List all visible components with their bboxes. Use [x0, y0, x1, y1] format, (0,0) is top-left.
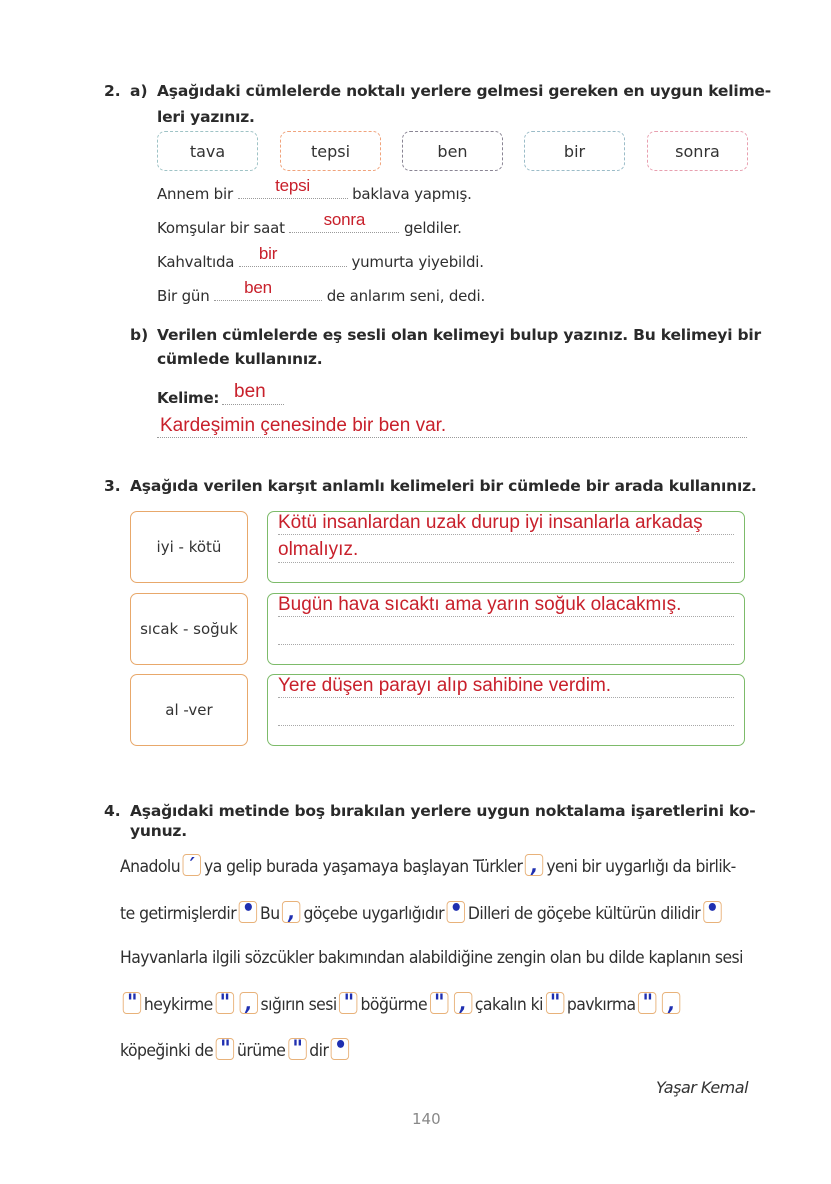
punctuation-box-quote[interactable]: " — [123, 992, 141, 1014]
answer-box-1[interactable] — [267, 511, 745, 583]
sentence-after: geldiler. — [403, 219, 462, 237]
blank-field[interactable] — [239, 244, 347, 267]
passage-text: Hayvanlarla ilgili sözcükler bakımından alabildiğine zengin olan bu dilde kaplanın sesi — [120, 948, 743, 968]
word-text: tepsi — [310, 141, 351, 161]
passage-text: yeni bir uygarlığı da birlik- — [546, 857, 736, 877]
blank-field[interactable] — [238, 176, 348, 199]
passage-text: pavkırma — [566, 995, 636, 1015]
pair-text: sıcak - soğuk — [140, 620, 238, 638]
passage-text: çakalın ki — [474, 995, 543, 1015]
kelime-label: Kelime: — [157, 389, 220, 407]
answer-line1: Bugün hava sıcaktı ama yarın soğuk olacakmış. — [278, 594, 682, 615]
pair-text: iyi - kötü — [156, 538, 222, 556]
passage-text: dir — [309, 1041, 329, 1061]
dotted-line — [278, 562, 734, 563]
dotted-line — [278, 534, 734, 535]
punctuation-box-comma[interactable]: , — [525, 854, 543, 876]
question-2a-title-line1: Aşağıdaki cümlelerde noktalı yerlere gelmesi gereken en uygun kelime- — [157, 82, 771, 100]
punctuation-box-quote[interactable]: " — [339, 992, 357, 1014]
pair-box-al-ver — [130, 674, 248, 746]
dotted-line — [278, 644, 734, 645]
passage-text: Anadolu — [120, 857, 181, 877]
pair-box-sicak-soguk — [130, 593, 248, 665]
punctuation-box-quote[interactable]: " — [546, 992, 564, 1014]
passage-line — [120, 1033, 352, 1062]
sentence-before: Kahvaltıda — [157, 253, 235, 271]
passage-text: ürüme — [237, 1041, 286, 1061]
punctuation-box-apos[interactable]: ′ — [183, 854, 201, 876]
sentence-before: Annem bir — [157, 185, 233, 203]
punctuation-box-dot[interactable]: • — [447, 901, 465, 923]
question-4-number: 4. — [104, 802, 121, 820]
pair-box-iyi-kotu — [130, 511, 248, 583]
passage-text: Dilleri de göçebe kültürün dilidir — [467, 904, 701, 924]
question-3-number: 3. — [104, 477, 121, 495]
punctuation-box-comma[interactable]: , — [662, 992, 680, 1014]
blank-field[interactable] — [214, 278, 322, 301]
dotted-line — [278, 725, 734, 726]
kelime-answer: ben — [234, 381, 266, 402]
punctuation-box-quote[interactable]: " — [638, 992, 656, 1014]
answer-line1: Kötü insanlardan uzak durup iyi insanlarla arkadaş — [278, 512, 703, 533]
question-2-number: 2. — [104, 82, 121, 100]
sentence-4 — [157, 278, 486, 305]
punctuation-box-dot[interactable]: • — [703, 901, 721, 923]
word-box-tava — [157, 131, 258, 171]
sentence-answer: Kardeşimin çenesinde bir ben var. — [160, 415, 447, 436]
passage-text: te getirmişlerdir — [120, 904, 237, 924]
passage-text: Bu — [260, 904, 280, 924]
word-box-sonra — [647, 131, 748, 171]
question-2b-label: b) — [130, 326, 149, 344]
dotted-line — [278, 697, 734, 698]
sentence-before: Bir gün — [157, 287, 210, 305]
kelime-field[interactable] — [222, 381, 284, 405]
author-name: Yaşar Kemal — [656, 1078, 749, 1097]
passage-line — [120, 991, 683, 1016]
question-2b-title-line1: Verilen cümlelerde eş sesli olan kelimeyi bulup yazınız. Bu kelimeyi bir — [157, 326, 761, 344]
blank-answer: ben — [244, 278, 272, 297]
sentence-2 — [157, 210, 462, 237]
sentence-after: yumurta yiyebildi. — [351, 253, 484, 271]
punctuation-box-quote[interactable]: " — [430, 992, 448, 1014]
question-4-title-line2: yunuz. — [130, 822, 187, 840]
blank-answer: sonra — [323, 210, 366, 229]
word-text: sonra — [675, 141, 720, 161]
sentence-field[interactable] — [157, 415, 747, 438]
passage-line — [120, 896, 724, 925]
blank-field[interactable] — [289, 210, 399, 233]
passage-text: heykirme — [143, 995, 213, 1015]
sentence-3 — [157, 244, 484, 271]
passage-text: ya gelip burada yaşamaya başlayan Türkler — [204, 857, 523, 877]
dotted-line — [278, 616, 734, 617]
page-number: 140 — [412, 1110, 441, 1128]
punctuation-box-dot[interactable]: • — [331, 1038, 349, 1060]
punctuation-box-comma[interactable]: , — [239, 992, 257, 1014]
question-2a-label: a) — [130, 82, 148, 100]
passage-text: böğürme — [360, 995, 428, 1015]
word-text: tava — [189, 141, 226, 161]
punctuation-box-quote[interactable]: " — [216, 1038, 234, 1060]
punctuation-box-dot[interactable]: • — [239, 901, 257, 923]
punctuation-box-comma[interactable]: , — [282, 901, 300, 923]
word-box-tepsi — [280, 131, 381, 171]
blank-answer: tepsi — [275, 176, 310, 195]
passage-line — [120, 948, 743, 968]
word-text: bir — [563, 141, 586, 161]
word-box-ben — [402, 131, 503, 171]
question-4-title-line1: Aşağıdaki metinde boş bırakılan yerlere uygun noktalama işaretlerini ko- — [130, 802, 756, 820]
question-3-title: Aşağıda verilen karşıt anlamlı kelimeleri bir cümlede bir arada kullanınız. — [130, 477, 757, 495]
passage-text: göçebe uygarlığıdır — [303, 904, 445, 924]
answer-box-3[interactable] — [267, 674, 745, 746]
answer-line2: olmalıyız. — [278, 539, 359, 560]
word-text: ben — [437, 141, 468, 161]
sentence-before: Komşular bir saat — [157, 219, 285, 237]
punctuation-box-quote[interactable]: " — [215, 992, 233, 1014]
punctuation-box-comma[interactable]: , — [454, 992, 472, 1014]
word-box-bir — [524, 131, 625, 171]
sentence-after: baklava yapmış. — [352, 185, 472, 203]
passage-line — [120, 853, 736, 878]
sentence-after: de anlarım seni, dedi. — [326, 287, 486, 305]
question-2a-title-line2: leri yazınız. — [157, 108, 255, 126]
blank-answer: bir — [258, 244, 278, 263]
passage-text: sığırın sesi — [260, 995, 337, 1015]
passage-text: köpeğinki de — [120, 1041, 214, 1061]
answer-line1: Yere düşen parayı alıp sahibine verdim. — [278, 675, 612, 696]
answer-box-2[interactable] — [267, 593, 745, 665]
punctuation-box-quote[interactable]: " — [288, 1038, 306, 1060]
question-2b-title-line2: cümlede kullanınız. — [157, 350, 323, 368]
pair-text: al -ver — [165, 701, 213, 719]
sentence-1 — [157, 176, 472, 203]
